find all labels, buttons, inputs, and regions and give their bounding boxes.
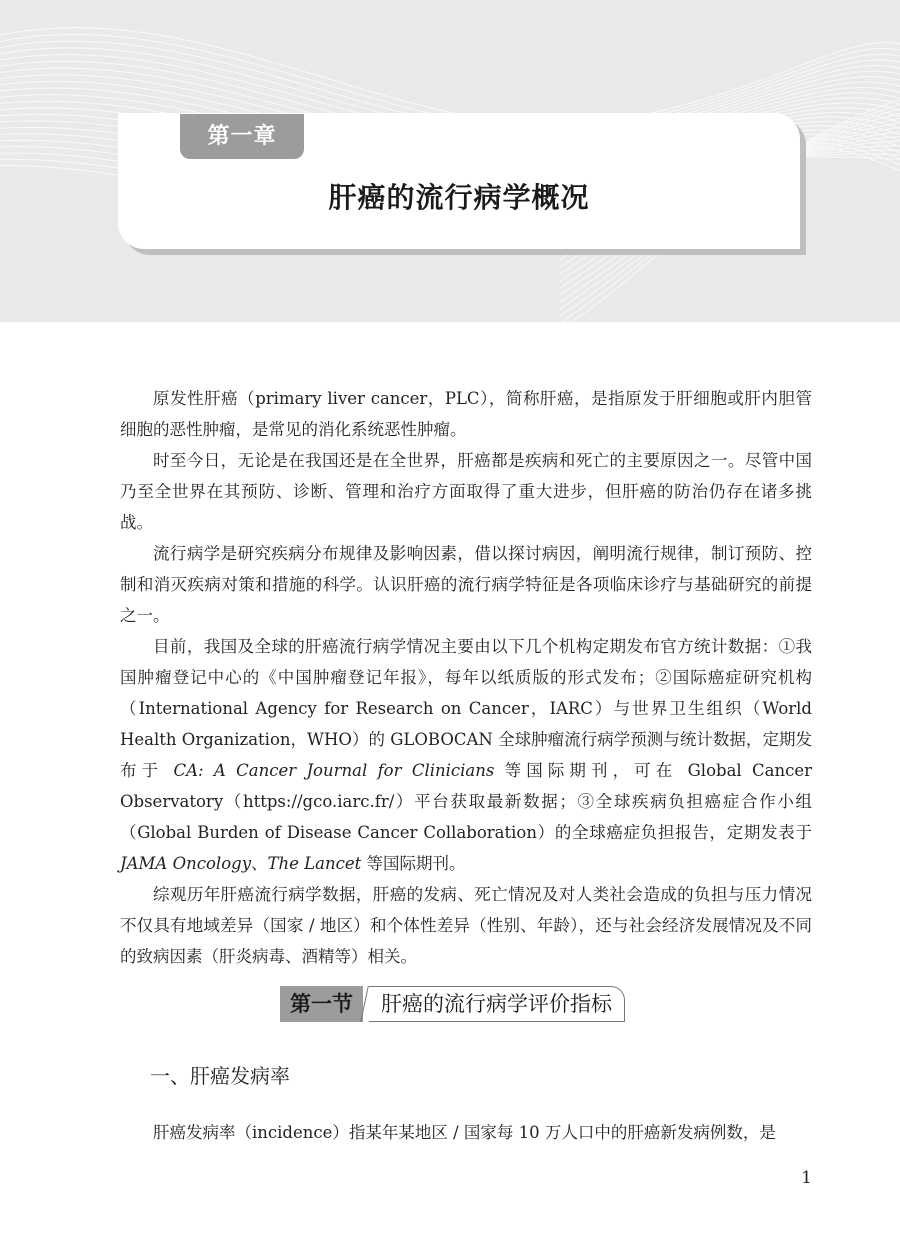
journal-name-lancet: The Lancet	[267, 854, 362, 873]
body-text	[120, 383, 812, 972]
paragraph-5: 综观历年肝癌流行病学数据，肝癌的发病、死亡情况及对人类社会造成的负担与压力情况不仅具有地域差异（国家 / 地区）和个体性差异（性别、年龄），还与社会经济发展情况及不同的致病因素（肝炎病毒、酒精等）相关。	[120, 885, 812, 966]
paragraph-4-part-b: 等国际期刊，可在 Global Cancer Observatory（https://gco.iarc.fr/）平台获取最新数据；③全球疾病负担癌症合作小组（Global Burden of Disease Cancer Collaboration）的全球癌症负担报告，定期发表于	[120, 761, 812, 842]
paragraph-4-part-a: 目前，我国及全球的肝癌流行病学情况主要由以下几个机构定期发布官方统计数据：①我国肿瘤登记中心的《中国肿瘤登记年报》，每年以纸质版的形式发布；②国际癌症研究机构（International Agency for Research on Cancer，IARC）与世界卫生组织（World Health Organization，WHO）的 GLOBOCAN 全球肿瘤流行病学预测与统计数据，定期发布于	[120, 637, 812, 780]
paragraph-4	[120, 631, 812, 879]
paragraph-1: 原发性肝癌（primary liver cancer，PLC），简称肝癌，是指原发于肝细胞或肝内胆管细胞的恶性肿瘤，是常见的消化系统恶性肿瘤。	[120, 389, 812, 439]
paragraph-4-separator: 、	[251, 854, 268, 873]
journal-name-ca: CA: A Cancer Journal for Clinicians	[173, 761, 495, 780]
paragraph-2: 时至今日，无论是在我国还是在全世界，肝癌都是疾病和死亡的主要原因之一。尽管中国乃至全世界在其预防、诊断、管理和治疗方面取得了重大进步，但肝癌的防治仍存在诸多挑战。	[120, 451, 812, 532]
paragraph-4-part-c: 等国际期刊。	[361, 854, 466, 873]
chapter-label: 第一章	[180, 114, 304, 159]
section-title: 肝癌的流行病学评价指标	[369, 986, 625, 1022]
subsection-heading: 一、肝癌发病率	[150, 1064, 290, 1088]
section-heading	[280, 986, 625, 1022]
chapter-title: 肝癌的流行病学概况	[328, 181, 590, 214]
chapter-header-band	[0, 0, 900, 322]
journal-name-jama: JAMA Oncology	[120, 854, 252, 873]
page-number: 1	[801, 1168, 812, 1188]
paragraph-6: 肝癌发病率（incidence）指某年某地区 / 国家每 10 万人口中的肝癌新发病例数，是	[153, 1123, 776, 1142]
paragraph-3: 流行病学是研究疾病分布规律及影响因素，借以探讨病因，阐明流行规律，制订预防、控制和消灭疾病对策和措施的科学。认识肝癌的流行病学特征是各项临床诊疗与基础研究的前提之一。	[120, 544, 812, 625]
section-tag: 第一节	[280, 986, 363, 1022]
